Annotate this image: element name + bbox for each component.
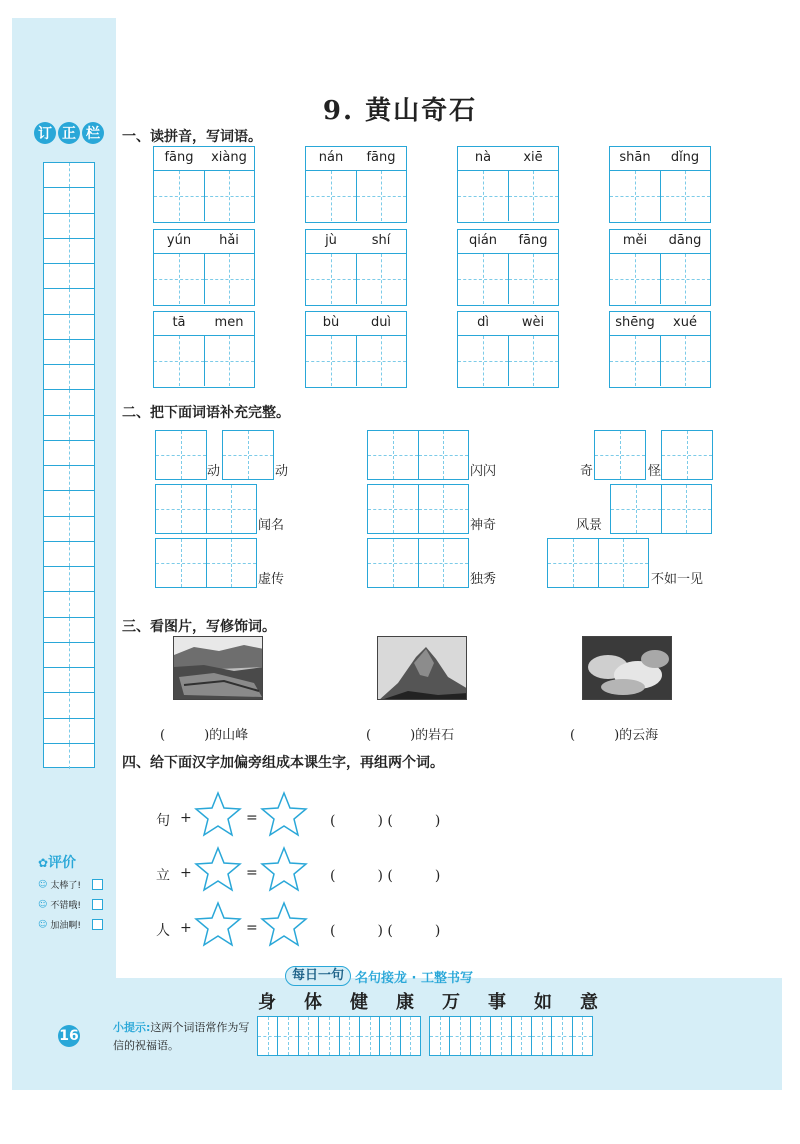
pinyin-syllable: tā <box>172 315 186 330</box>
copy-char: 身 <box>258 992 276 1013</box>
idiom-text: 独秀 <box>470 572 497 587</box>
thumbs-up-icon: ☺ <box>38 879 48 890</box>
copy-char: 如 <box>534 992 552 1013</box>
pinyin-syllable: qián <box>468 233 498 248</box>
radical-star-blank[interactable] <box>193 900 243 950</box>
pinyin-syllable: nán <box>318 150 344 165</box>
idiom-blank[interactable] <box>222 430 274 480</box>
idiom-text: 神奇 <box>470 518 497 533</box>
pinyin-syllable: jù <box>325 233 337 248</box>
base-character: 句 <box>156 813 170 829</box>
pinyin-word-box[interactable] <box>153 146 255 223</box>
idiom-blank[interactable] <box>367 484 469 534</box>
pinyin-syllable: fāng <box>164 150 194 165</box>
section2-heading: 二、把下面词语补充完整。 <box>122 405 290 421</box>
plus-sign: + <box>180 920 192 936</box>
idiom-blank[interactable] <box>155 430 207 480</box>
pinyin-syllable: yún <box>166 233 192 248</box>
copy-char: 康 <box>396 992 414 1013</box>
daily-subtitle: 名句接龙 · 工整书写 <box>355 970 474 986</box>
rating-checkbox[interactable] <box>92 879 103 890</box>
idiom-blank[interactable] <box>661 430 713 480</box>
idiom-text: 动 <box>275 464 289 479</box>
ok-icon: ☺ <box>38 899 48 910</box>
word-blanks[interactable]: ( ) ( ) <box>330 868 441 884</box>
idiom-blank[interactable] <box>547 538 649 588</box>
section3-heading: 三、看图片，写修饰词。 <box>122 619 276 635</box>
pinyin-word-box[interactable] <box>457 229 559 306</box>
pinyin-syllable: dì <box>477 315 489 330</box>
base-character: 人 <box>156 923 170 939</box>
pinyin-syllable: xiē <box>523 150 543 165</box>
pinyin-syllable: dāng <box>668 233 702 248</box>
idiom-blank[interactable] <box>610 484 712 534</box>
rating-option[interactable]: ☺ 太棒了! <box>38 878 81 891</box>
idiom-blank[interactable] <box>594 430 646 480</box>
pinyin-word-box[interactable] <box>457 146 559 223</box>
page-title: 9. 黄山奇石 <box>322 96 478 126</box>
result-star-blank[interactable] <box>259 845 309 895</box>
pinyin-syllable: dǐng <box>670 150 700 165</box>
pinyin-word-box[interactable] <box>305 311 407 388</box>
radical-star-blank[interactable] <box>193 845 243 895</box>
pinyin-syllable: fāng <box>518 233 548 248</box>
section1-heading: 一、读拼音，写词语。 <box>122 129 262 145</box>
plus-sign: + <box>180 810 192 826</box>
radical-star-blank[interactable] <box>193 790 243 840</box>
word-blanks[interactable]: ( ) ( ) <box>330 813 441 829</box>
idiom-text: 怪 <box>648 464 662 479</box>
copy-char: 体 <box>304 992 322 1013</box>
page-number: 16 <box>58 1025 80 1047</box>
pinyin-syllable: nà <box>474 150 492 165</box>
modifier-blank[interactable]: ( )的云海 <box>570 728 659 743</box>
copy-char: 意 <box>580 992 598 1013</box>
rating-option[interactable]: ☺ 不错哦! <box>38 898 81 911</box>
idiom-text: 奇 <box>580 464 594 479</box>
pinyin-word-box[interactable] <box>153 311 255 388</box>
pinyin-word-box[interactable] <box>609 311 711 388</box>
idiom-blank[interactable] <box>155 484 257 534</box>
idiom-text: 虚传 <box>258 572 285 587</box>
daily-banner <box>285 966 473 986</box>
section4-heading: 四、给下面汉字加偏旁组成本课生字，再组两个词。 <box>122 755 444 771</box>
pinyin-syllable: xué <box>673 315 697 330</box>
pinyin-syllable: shēng <box>615 315 655 330</box>
pinyin-word-box[interactable] <box>305 229 407 306</box>
result-star-blank[interactable] <box>259 900 309 950</box>
pinyin-syllable: fāng <box>366 150 396 165</box>
pinyin-word-box[interactable] <box>609 229 711 306</box>
pinyin-syllable: hǎi <box>219 233 239 248</box>
pinyin-word-box[interactable] <box>609 146 711 223</box>
cloud-sea-photo <box>582 636 672 700</box>
copy-grid-left[interactable] <box>257 1016 421 1056</box>
idiom-text: 动 <box>207 464 221 479</box>
mountain-photo <box>377 636 467 700</box>
base-character: 立 <box>156 868 170 884</box>
word-blanks[interactable]: ( ) ( ) <box>330 923 441 939</box>
daily-tag: 每日一句 <box>285 966 351 986</box>
modifier-blank[interactable]: ( )的山峰 <box>160 728 249 743</box>
pinyin-syllable: men <box>214 315 244 330</box>
rock-photo <box>173 636 263 700</box>
idiom-text: 闪闪 <box>470 464 497 479</box>
copy-grid-right[interactable] <box>429 1016 593 1056</box>
pinyin-word-box[interactable] <box>305 146 407 223</box>
correction-label-char: 栏 <box>82 122 104 144</box>
plus-sign: + <box>180 865 192 881</box>
modifier-blank[interactable]: ( )的岩石 <box>366 728 455 743</box>
pinyin-syllable: duì <box>370 315 392 330</box>
idiom-text: 不如一见 <box>651 572 704 587</box>
equals-sign: = <box>246 920 258 936</box>
correction-label-char: 正 <box>58 122 80 144</box>
pinyin-syllable: wèi <box>521 315 545 330</box>
idiom-text: 风景 <box>576 518 603 533</box>
rating-title: ✿评价 <box>38 855 77 871</box>
rating-checkbox[interactable] <box>92 899 103 910</box>
equals-sign: = <box>246 865 258 881</box>
correction-label-char: 订 <box>34 122 56 144</box>
rating-checkbox[interactable] <box>92 919 103 930</box>
copy-char: 万 <box>442 992 460 1013</box>
pinyin-word-box[interactable] <box>457 311 559 388</box>
pinyin-syllable: bù <box>322 315 340 330</box>
equals-sign: = <box>246 810 258 826</box>
copy-char: 事 <box>488 992 506 1013</box>
pinyin-syllable: měi <box>622 233 648 248</box>
correction-grid[interactable] <box>43 162 95 768</box>
idiom-blank[interactable] <box>155 538 257 588</box>
idiom-text: 闻名 <box>258 518 285 533</box>
copy-char: 健 <box>350 992 368 1013</box>
result-star-blank[interactable] <box>259 790 309 840</box>
tip: 小提示:这两个词语常作为写信的祝福语。 <box>113 1021 250 1052</box>
pinyin-syllable: shí <box>371 233 391 248</box>
copy-characters <box>258 988 598 1014</box>
idiom-blank[interactable] <box>367 430 469 480</box>
pinyin-syllable: xiàng <box>211 150 247 165</box>
cheer-icon: ☺ <box>38 919 48 930</box>
idiom-blank[interactable] <box>367 538 469 588</box>
pinyin-syllable: shān <box>619 150 651 165</box>
pinyin-word-box[interactable] <box>153 229 255 306</box>
rating-option[interactable]: ☺ 加油啊! <box>38 918 81 931</box>
